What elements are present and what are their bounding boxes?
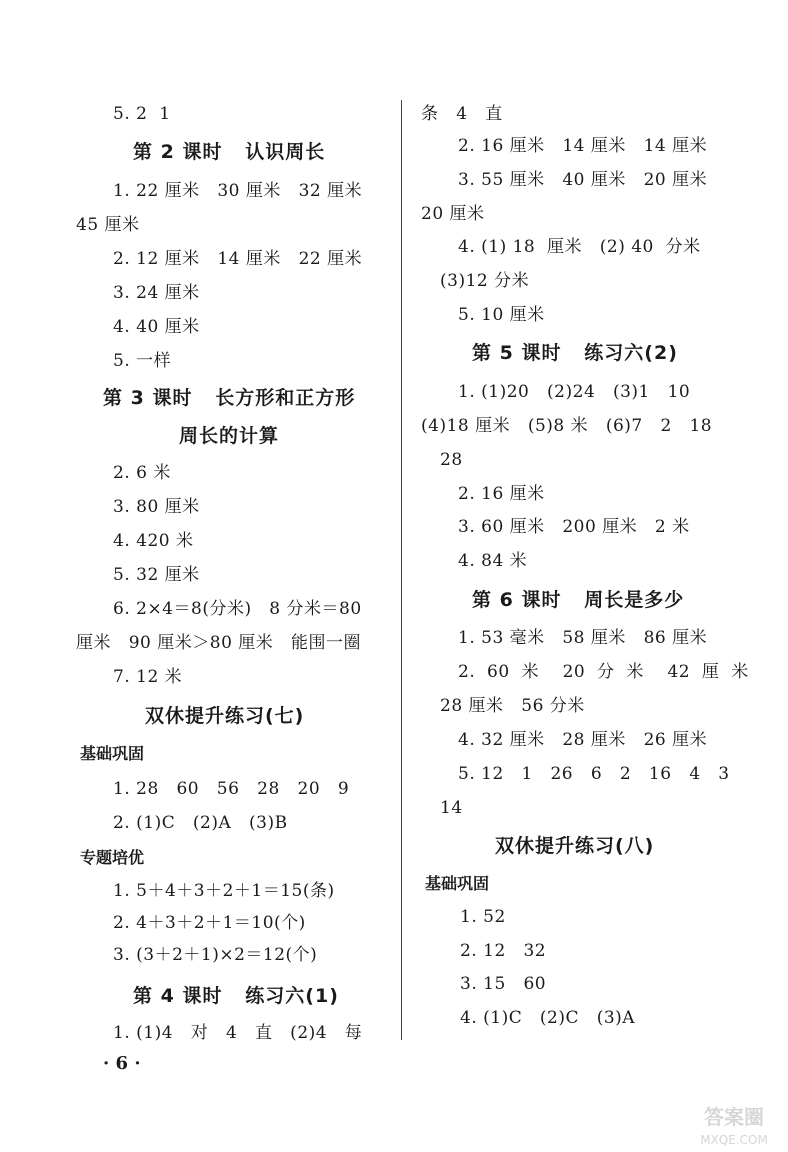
section-heading: 第 2 课时 认识周长 bbox=[133, 141, 326, 163]
watermark-logo bbox=[688, 1098, 780, 1150]
answer-line: 条 4 直 bbox=[421, 104, 503, 124]
answer-line: 2. 12 32 bbox=[460, 941, 547, 961]
answer-line: 3. 80 厘米 bbox=[113, 497, 200, 517]
answer-line: 1. 52 bbox=[460, 907, 506, 927]
answer-line: 2. 4＋3＋2＋1＝10(个) bbox=[113, 913, 306, 933]
watermark-subtext: MXQE.COM bbox=[700, 1133, 768, 1147]
column-divider bbox=[401, 100, 402, 1040]
answer-line: 4. 420 米 bbox=[113, 531, 194, 551]
answer-line: 14 bbox=[440, 798, 463, 818]
answer-line: 7. 12 米 bbox=[113, 667, 183, 687]
answer-line: 5. 32 厘米 bbox=[113, 565, 200, 585]
answer-line: 1. 53 毫米 58 厘米 86 厘米 bbox=[458, 628, 708, 648]
answer-line: 1. (1)4 对 4 直 (2)4 每 bbox=[113, 1023, 363, 1043]
answer-line: 4. 32 厘米 28 厘米 26 厘米 bbox=[458, 730, 708, 750]
section-heading: 第 6 课时 周长是多少 bbox=[472, 589, 685, 611]
answer-line: 28 厘米 56 分米 bbox=[440, 696, 585, 716]
answer-line: 4. (1) 18 厘米 (2) 40 分米 bbox=[458, 237, 701, 257]
answer-line: 2. 60 米 20 分 米 42 厘 米 bbox=[458, 662, 749, 682]
answer-line: 3. 15 60 bbox=[460, 974, 547, 994]
answer-line: 5. 10 厘米 bbox=[458, 305, 545, 325]
section-heading: 第 3 课时 长方形和正方形 bbox=[103, 387, 356, 409]
answer-line: 6. 2×4＝8(分米) 8 分米＝80 bbox=[113, 599, 362, 619]
answer-line: 5. 一样 bbox=[113, 351, 172, 371]
answer-line: 3. 24 厘米 bbox=[113, 283, 200, 303]
subsection-label: 专题培优 bbox=[80, 848, 145, 867]
answer-line: 5. 2 1 bbox=[113, 104, 171, 124]
page-number: · 6 · bbox=[103, 1053, 141, 1074]
answer-line: 2. 12 厘米 14 厘米 22 厘米 bbox=[113, 249, 363, 269]
answer-line: 3. 60 厘米 200 厘米 2 米 bbox=[458, 517, 690, 537]
answer-line: 28 bbox=[440, 450, 463, 470]
answer-line: 5. 12 1 26 6 2 16 4 3 bbox=[458, 764, 730, 784]
section-heading: 双休提升练习(七) bbox=[145, 705, 305, 727]
answer-line: 2. 16 厘米 bbox=[458, 484, 545, 504]
answer-line: 1. 5＋4＋3＋2＋1＝15(条) bbox=[113, 881, 335, 901]
answer-line: 2. 6 米 bbox=[113, 463, 171, 483]
answer-line: 1. 22 厘米 30 厘米 32 厘米 bbox=[113, 181, 363, 201]
answer-line: 4. 40 厘米 bbox=[113, 317, 200, 337]
answer-line: 4. (1)C (2)C (3)A bbox=[460, 1008, 636, 1028]
section-heading: 双休提升练习(八) bbox=[495, 835, 655, 857]
subsection-label: 基础巩固 bbox=[80, 744, 145, 763]
answer-line: 4. 84 米 bbox=[458, 551, 528, 571]
section-heading: 周长的计算 bbox=[179, 425, 280, 447]
section-heading: 第 4 课时 练习六(1) bbox=[133, 985, 339, 1007]
watermark-text: 答案圈 bbox=[704, 1105, 764, 1129]
answer-line: 3. (3＋2＋1)×2＝12(个) bbox=[113, 945, 318, 965]
answer-line: 45 厘米 bbox=[76, 215, 140, 235]
answer-line: 2. (1)C (2)A (3)B bbox=[113, 813, 288, 833]
answer-line: 1. 28 60 56 28 20 9 bbox=[113, 779, 350, 799]
answer-line: 1. (1)20 (2)24 (3)1 10 bbox=[458, 382, 691, 402]
answer-line: 3. 55 厘米 40 厘米 20 厘米 bbox=[458, 170, 708, 190]
answer-line: 20 厘米 bbox=[421, 204, 485, 224]
subsection-label: 基础巩固 bbox=[425, 874, 490, 893]
answer-line: (4)18 厘米 (5)8 米 (6)7 2 18 bbox=[421, 416, 713, 436]
section-heading: 第 5 课时 练习六(2) bbox=[472, 342, 678, 364]
answer-line: (3)12 分米 bbox=[440, 271, 530, 291]
answer-line: 2. 16 厘米 14 厘米 14 厘米 bbox=[458, 136, 708, 156]
answer-line: 厘米 90 厘米＞80 厘米 能围一圈 bbox=[76, 633, 361, 653]
